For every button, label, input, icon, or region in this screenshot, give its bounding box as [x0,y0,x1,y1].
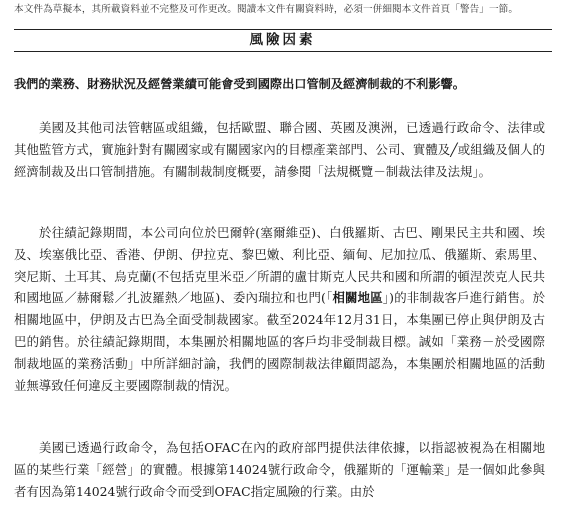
paragraph-text: 於往績記錄期間，本公司向位於巴爾幹(塞爾維亞)、白俄羅斯、古巴、剛果民主共和國、埃及、埃塞俄比亞、香港、伊朗、伊拉克、黎巴嫩、利比亞、緬甸、尼加拉瓜、俄羅斯、索馬里、突尼斯、土耳其、烏克蘭(不包括克里米亞／所謂的盧甘斯克人民共和國和所謂的頓涅茨克人民共和國地區／赫爾鬆／扎波羅熱／地區)、委內瑞拉和也門(「 [14,225,545,306]
paragraph-text: 」)的非制裁客戶進行銷售。於相關地區中，伊朗及古巴為全面受制裁國家。截至2024年12月31日，本集團已停止與伊朗及古巴的銷售。於往績記錄期間，本集團於相關地區的客戶均非受制裁目標。誠如「業務－於受國際制裁地區的業務活動」中所詳細討論，我們的國際制裁法律顧問認為，本集團於相關地區的活動並無導致任何違反主要國際制裁的情況。 [14,290,546,393]
paragraph-executive-order: 美國已透過行政命令，為包括OFAC在內的政府部門提供法律依據，以指認被視為在相關地區的某些行業「經營」的實體。根據第14024號行政命令，俄羅斯的「運輸業」是一個如此參與者有因為第14024號行政命令而受到OFAC指定風險的行業。由於 [14,440,545,499]
risk-heading: 我們的業務、財務狀況及經營業績可能會受到國際出口管制及經濟制裁的不利影響。 [14,77,465,91]
paragraph-sanctions-overview: 美國及其他司法管轄區或組織，包括歐盟、聯合國、英國及澳洲，已透過行政命令、法律或其他監管方式，實施針對有關國家或有關國家內的目標產業部門、公司、實體及╱或組織及個人的經濟制裁及出口管制措施。有關制裁制度概要，請參閱「法規概覽－制裁法律及法規」。 [14,120,545,179]
paragraph-relevant-regions [14,222,545,396]
draft-notice: 本文件為草擬本，其所載資料並不完整及可作更改。閱讀本文件有關資料時，必須一併細閱本文件首頁「警告」一節。 [14,4,519,15]
section-title: 風險因素 [249,32,316,48]
defined-term-relevant-regions: 相關地區 [332,290,383,306]
title-rule-bottom [14,51,552,52]
title-rule-top [14,29,552,30]
